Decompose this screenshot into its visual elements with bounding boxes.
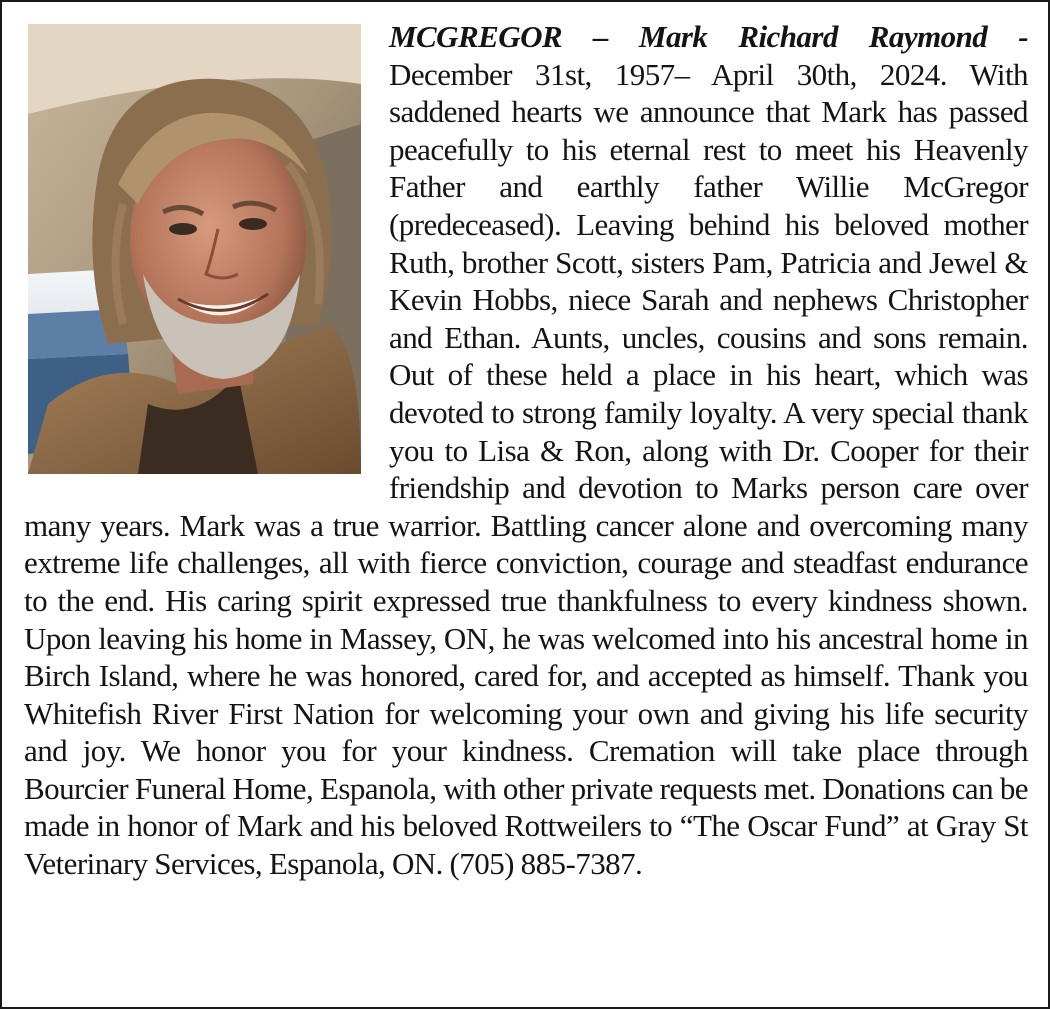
obituary-heading: MCGREGOR – Mark Richard Raymond - (389, 19, 1028, 54)
portrait-photo (28, 24, 361, 474)
obituary-body: December 31st, 1957– April 30th, 2024. With saddened hearts we announce that Mark has passed peacefully to his eternal rest to meet his Heavenly Father and earthly father Willie McGregor (predeceased). Leaving behind his beloved mother Ruth, brother Scott, sisters Pam, Patricia and Jewel & Kevin Hobbs, niece Sarah and nephews Christopher and Ethan. Aunts, uncles, cousins and sons remain. Out of these held a place in his heart, which was devoted to strong family loyalty. A very special thank you to Lisa & Ron, along with Dr. Cooper for their friendship and devotion to Marks person care over many years. Mark was a true warrior. Battling cancer alone and overcoming many extreme life challenges, all with fierce conviction, courage and steadfast endurance to the end. His caring spirit expressed true thankfulness to every kindness shown. Upon leaving his home in Massey, ON, he was welcomed into his ancestral home in Birch Island, where he was honored, cared for, and accepted as himself. Thank you Whitefish River First Nation for welcoming your own and giving his life security and joy. We honor you for your kindness. Cremation will take place through Bourcier Funeral Home, Espanola, with other private requests met. Donations can be made in honor of Mark and his beloved Rottweilers to “The Oscar Fund” at Gray St Veterinary Services, Espanola, ON. (705) 885-7387. (24, 56, 1028, 882)
portrait-illustration (28, 24, 361, 474)
